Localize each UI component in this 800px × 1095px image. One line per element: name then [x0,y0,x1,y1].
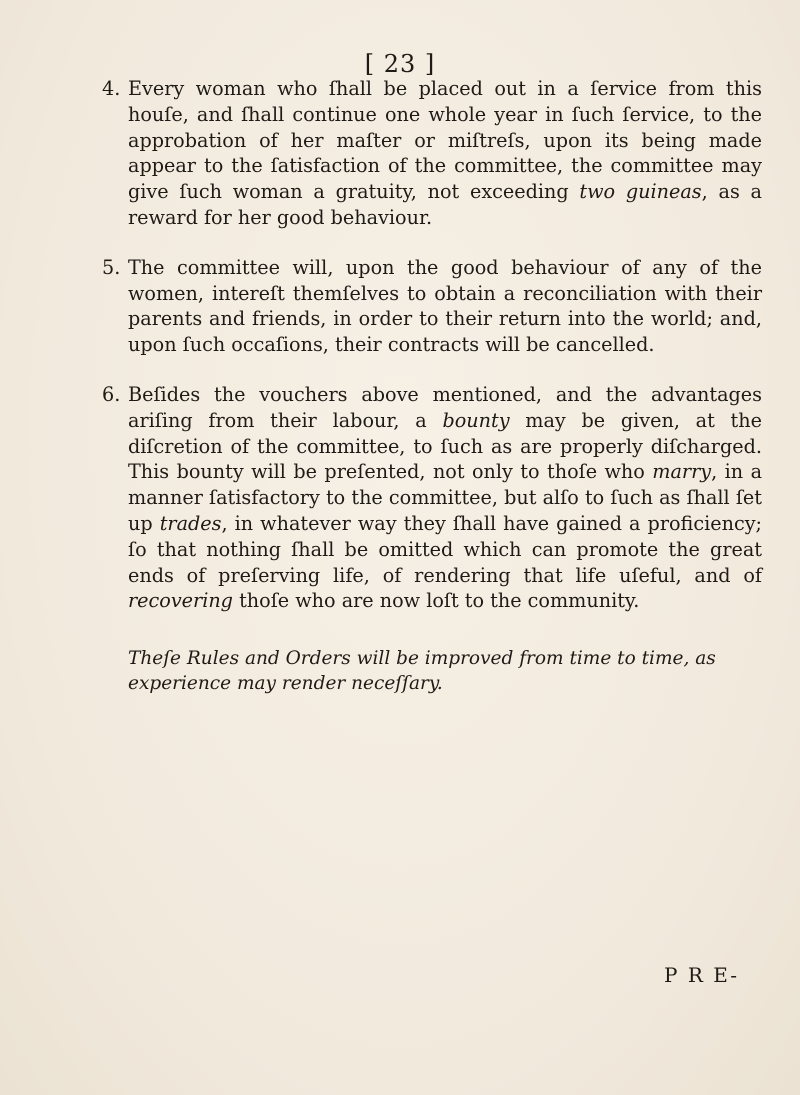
rule-emphasis: marry [652,460,712,484]
rule-paragraph-5 [102,255,762,358]
rule-emphasis: recovering [128,589,233,613]
rule-number: 6. [102,382,121,406]
page-body [102,76,762,696]
rule-emphasis: bounty [442,408,510,432]
closing-note: Theſe Rules and Orders will be improved from time to time, as experience may render neceſſary. [128,648,716,695]
rule-number: 5. [102,255,121,279]
catchword: P R E- [664,963,739,987]
rule-text: Every woman who ſhall be placed out in a ſervice from this houſe, and ſhall continue one whole year in ſuch ſervice, to the approbation of her maſter or miſtreſs, upon its being made appear to the ſatisfaction of the committee, the committee may give ſuch woman a gratuity, not exceeding [128,77,762,204]
rule-text: , as a reward for her good behaviour. [128,180,763,229]
rule-emphasis: trades [159,511,222,535]
rule-text: The committee will, upon the good behaviour of any of the women, intereſt themſelves to obtain a reconciliation with their parents and friends, in order to their return into the world; and, upon ſuch occaſions, their contracts will be cancelled. [128,255,762,357]
rule-text: , in whatever way they ſhall have gained a proficiency; ſo that nothing ſhall be omitted which can promote the great ends of preſerving life, of rendering that life uſeful, and of [128,511,762,587]
rule-text: may be given, at the diſcretion of the committee, to ſuch as are properly diſcharged. This bounty will be preſented, not only to thoſe who [128,408,762,484]
rule-text: Beſides the vouchers above mentioned, and the advantages ariſing from their labour, a [128,382,762,432]
page-number: [ 23 ] [364,50,436,78]
rule-text: thoſe who are now loſt to the community. [232,589,640,613]
rule-emphasis: two guineas [579,180,702,204]
rule-paragraph-6 [102,382,762,614]
rule-number: 4. [102,77,121,100]
rule-paragraph-4 [102,76,762,231]
rule-text: , in a manner ſatisfactory to the committee, but alſo to ſuch as ſhall ſet up [128,460,763,535]
